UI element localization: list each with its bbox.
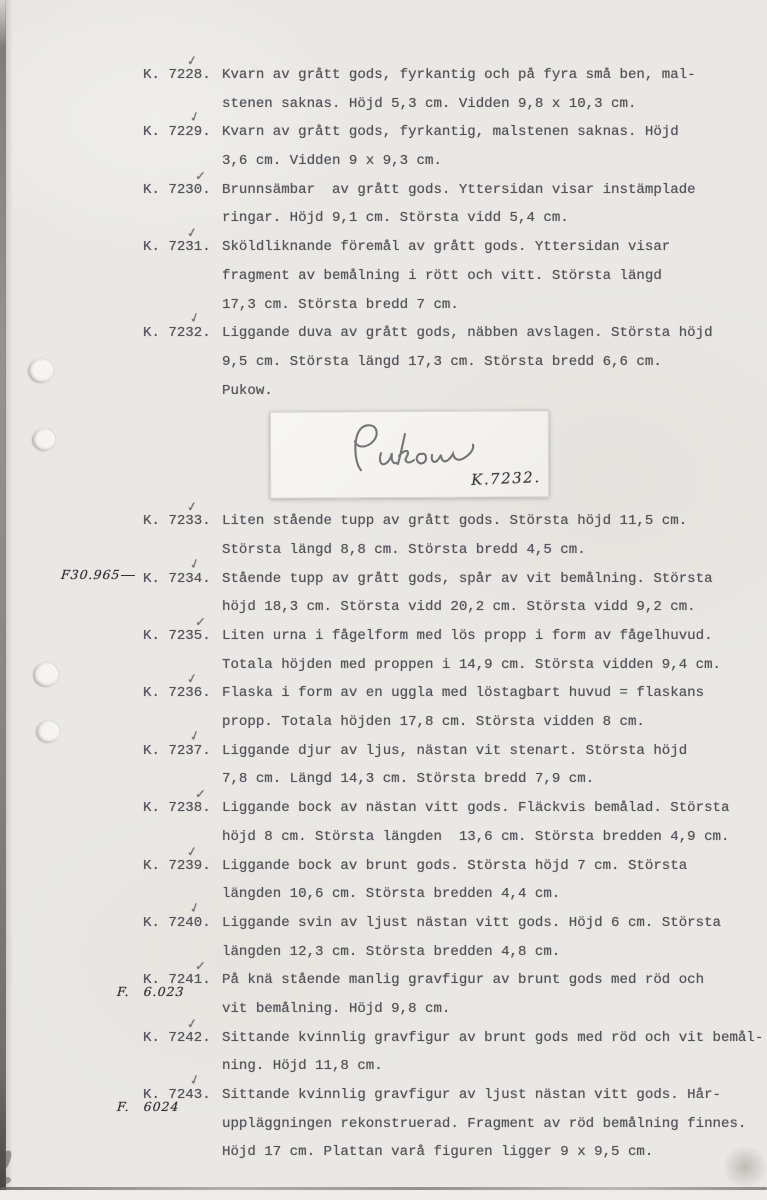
entry-number: K. 7241.	[143, 972, 211, 989]
entry-number: K. 7238.	[143, 800, 211, 817]
entry-number: K. 7233.	[143, 513, 211, 530]
entry-line: Sittande kvinnlig gravfigur av brunt gods med röd och vit bemål-	[222, 1029, 764, 1046]
catalog-entry	[60, 555, 763, 622]
entry-line: Liggande svin av ljust nästan vitt gods. Höjd 6 cm. Största	[222, 914, 721, 931]
catalog-entry	[116, 959, 763, 1023]
punch-hole	[32, 429, 55, 451]
entry-line: Höjd 17 cm. Plattan varå figuren ligger 9 x 9,5 cm.	[222, 1144, 654, 1161]
entry-line: längden 10,6 cm. Största bredden 4,4 cm.	[222, 886, 561, 903]
entry-body	[222, 679, 763, 736]
entry-line: Pukow.	[222, 382, 273, 399]
catalog-text-block	[60, 53, 764, 1167]
entry-line: ning. Höjd 11,8 cm.	[222, 1058, 383, 1075]
entry-body	[222, 233, 763, 319]
entry-body	[222, 176, 763, 233]
inventory-annotation: F. 6.023	[116, 984, 186, 1000]
entry-number: K. 7228.	[143, 67, 211, 83]
entry-body	[222, 622, 763, 679]
entry-line: 9,5 cm. Största längd 17,3 cm. Största bredd 6,6 cm.	[222, 353, 662, 370]
catalog-entry	[143, 843, 763, 909]
entry-body	[222, 852, 763, 909]
entry-line: uppläggningen rekonstruerad. Fragment av röd bemålning finnes.	[222, 1115, 747, 1132]
entry-line: 7,8 cm. Längd 14,3 cm. Största bredd 7,9 cm.	[222, 771, 595, 788]
entry-line: Liten stående tupp av grått gods. Största höjd 11,5 cm.	[222, 513, 688, 530]
entry-number: K. 7234.	[143, 570, 211, 587]
catalog-entry	[143, 225, 763, 319]
catalog-entry	[143, 899, 763, 966]
entry-body	[222, 565, 763, 622]
entry-number: K. 7229.	[143, 124, 211, 141]
margin-annotation: F30.965	[60, 568, 136, 582]
scan-smudge	[722, 1145, 767, 1189]
entry-line: Brunnsämbar av grått gods. Yttersidan visar instämplade	[222, 181, 696, 198]
entry-line: Liggande bock av brunt gods. Största höjd 7 cm. Största	[222, 857, 688, 874]
catalog-entry	[143, 787, 763, 851]
entry-line: stenen saknas. Höjd 5,3 cm. Vidden 9,8 x 10,3 cm.	[222, 95, 637, 112]
catalog-entry	[143, 309, 763, 405]
entry-line: Kvarn av grått gods, fyrkantig och på fyra små ben, mal-	[222, 67, 696, 83]
entry-line: 3,6 cm. Vidden 9 x 9,3 cm.	[222, 153, 442, 170]
entry-line: På knä stående manlig gravfigur av brunt gods med röd och	[222, 972, 705, 989]
entry-number: K. 7242.	[143, 1029, 211, 1046]
entry-number: K. 7232.	[143, 325, 211, 342]
check-mark-icon: ✓	[185, 1015, 199, 1033]
label-number: K.7232.	[470, 468, 541, 490]
page-edge-left-shadow	[5, 0, 13, 1192]
punch-hole	[33, 663, 58, 687]
check-mark-icon: ✓	[187, 899, 203, 918]
entry-number: K. 7237.	[143, 742, 211, 759]
check-mark-icon: ✓	[194, 787, 207, 803]
entry-body	[222, 319, 763, 405]
check-mark-icon: ✓	[185, 843, 199, 861]
catalog-entry	[143, 109, 763, 175]
entry-body	[222, 118, 763, 175]
entry-line: propp. Totala höjden 17,8 cm. Största vidden 8 cm.	[222, 714, 645, 731]
catalog-entry	[143, 615, 763, 679]
catalog-entry	[143, 499, 763, 564]
entry-body	[222, 794, 763, 851]
entry-line: vit bemålning. Höjd 9,8 cm.	[222, 1000, 451, 1017]
check-mark-icon: ✓	[185, 225, 199, 242]
inventory-annotation: F. 6024	[116, 1099, 181, 1114]
entry-body	[222, 1081, 763, 1167]
entry-body	[222, 61, 763, 118]
entry-line: Liggande bock av nästan vitt gods. Fläckvis bemålad. Största	[222, 800, 730, 817]
check-mark-icon: ✓	[187, 309, 203, 328]
check-mark-icon: ✓	[185, 499, 199, 517]
entry-line: fragment av bemålning i rött och vitt. Största längd	[222, 267, 662, 284]
entry-line: Sköldliknande föremål av grått gods. Yttersidan visar	[222, 239, 671, 256]
entry-line: Kvarn av grått gods, fyrkantig, malstenen saknas. Höjd	[222, 124, 679, 141]
check-mark-icon: ✓	[187, 1071, 203, 1090]
punch-hole	[36, 721, 59, 743]
check-mark-icon: ✓	[185, 53, 199, 70]
catalog-entry	[143, 168, 763, 233]
check-mark-icon: ✓	[194, 168, 207, 185]
entry-body	[222, 966, 763, 1023]
entry-body	[222, 507, 763, 564]
entry-body	[222, 737, 763, 794]
entry-line: Liten urna i fågelform med lös propp i form av fågelhuvud.	[222, 628, 713, 644]
pasted-label	[270, 411, 549, 499]
entry-number: K. 7235.	[143, 628, 211, 644]
entry-line: Liggande duva av grått gods, näbben avslagen. Största höjd	[222, 325, 713, 342]
check-mark-icon: ✓	[187, 109, 203, 127]
catalog-entry	[143, 727, 763, 794]
entry-number: K. 7230.	[143, 181, 211, 198]
check-mark-icon: ✓	[187, 727, 203, 746]
entry-body	[222, 909, 763, 966]
catalog-entry	[143, 671, 763, 736]
entry-number: K. 7236.	[143, 685, 211, 702]
entry-line: Flaska i form av en uggla med löstagbart huvud = flaskans	[222, 685, 705, 702]
entry-line: 17,3 cm. Största bredd 7 cm.	[222, 296, 459, 313]
entry-body	[222, 1024, 763, 1081]
entry-number: K. 7239.	[143, 857, 211, 874]
entry-line: Sittande kvinnlig gravfigur av ljust nästan vitt gods. Hår-	[222, 1087, 721, 1103]
entry-line: Liggande djur av ljus, nästan vit stenart. Största höjd	[222, 742, 688, 759]
catalog-entry	[143, 53, 763, 118]
entry-line: höjd 8 cm. Största längden 13,6 cm. Största bredden 4,9 cm.	[222, 828, 730, 845]
scan-margin-bottom	[0, 1190, 767, 1200]
entries-section-lower	[60, 499, 764, 1167]
entry-line: höjd 18,3 cm. Största vidd 20,2 cm. Största vidd 9,2 cm.	[222, 599, 696, 616]
entries-section-upper	[143, 53, 763, 405]
entry-number: K. 7231.	[143, 239, 211, 256]
catalog-entry	[116, 1071, 763, 1167]
entry-number: K. 7240.	[143, 914, 211, 931]
entry-number: K. 7243.	[143, 1087, 211, 1103]
entry-line: ringar. Höjd 9,1 cm. Största vidd 5,4 cm.	[222, 210, 569, 227]
check-mark-icon: ✓	[194, 615, 207, 631]
punch-hole	[28, 359, 53, 383]
catalog-entry	[143, 1015, 764, 1081]
entry-line: Största längd 8,8 cm. Största bredd 4,5 cm.	[222, 541, 586, 558]
check-mark-icon: ✓	[185, 671, 199, 689]
entry-line: Totala höjden med proppen i 14,9 cm. Största vidden 9,4 cm.	[222, 656, 721, 673]
check-mark-icon: ✓	[194, 959, 207, 975]
entry-line: längden 12,3 cm. Största bredden 4,8 cm.	[222, 943, 561, 960]
pukow-handwriting-icon	[333, 420, 493, 479]
check-mark-icon: ✓	[187, 555, 203, 574]
entry-line: Stående tupp av grått gods, spår av vit bemålning. Största	[222, 570, 713, 587]
